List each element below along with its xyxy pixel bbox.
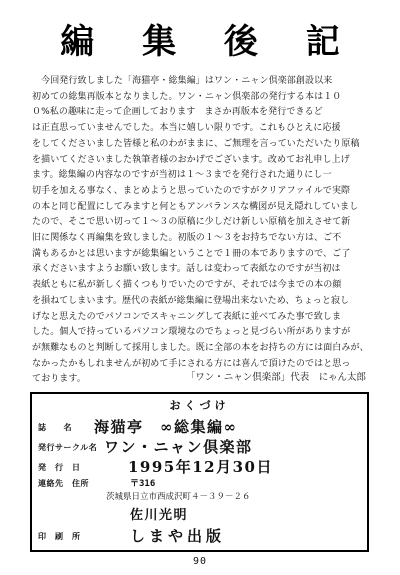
- signature: 「ワン・ニャン倶楽部」代表 にゃん太郎: [185, 372, 366, 383]
- body-line: たので、そこで思い切って１～３の原稿に少しだけ新しい原稿を加えさせて新: [32, 217, 351, 228]
- colophon-value: 1995年12月30日: [128, 458, 273, 476]
- colophon-value: 海猫亭 ∞総集編∞: [94, 418, 238, 436]
- page-title: 編 集 後 記: [60, 22, 358, 62]
- body-line: ０%私の趣味に走って企画しております まさか再版本を発行できるど: [32, 107, 323, 118]
- body-line: げなと思えたのでパソコンでスキャニングして表紙に並べてみた事で致しま: [32, 311, 342, 322]
- body-line: 旧に関係なく再編集を致しました。初版の１～３をお持ちでない方は、ご不: [32, 233, 342, 244]
- body-line: は正直思っていませんでした。本当に嬉しい限りです。これもひとえに応援: [32, 123, 341, 134]
- colophon-value: 佐川光明: [130, 508, 189, 523]
- body-line: を描いてくださいました執筆者様のおかげでございます。改めてお礼申し上げ: [32, 154, 350, 165]
- colophon-label: 発 行 日: [38, 463, 81, 472]
- body-line: 今回発行致しました「海猫亭・総集編」はワン・ニャン倶楽部創設以来: [32, 76, 333, 86]
- body-line: ます。総集編の内容なのですが当初は１～３までを発行された通りにし一: [32, 170, 332, 181]
- body-line: 表紙ともに私が新しく描くつもりでいたのですが、それでは今までの本の顔: [32, 280, 342, 291]
- body-line: が無難なものと判断して採用しました。既に全部の本をお持ちの方には面白みが、: [32, 342, 369, 353]
- colophon-value: ワン・ニャン倶楽部: [104, 438, 253, 456]
- body-line: 承くださいますようお願い致します。話しは変わって表紙なのですが当初は: [32, 264, 341, 275]
- body-line: の本と同じ配置にしてみますと何ともアンバランスな構図が見え隠れしていまし: [32, 201, 359, 212]
- body-line: をしてくださいました皆様と私のわがままに、ご無理を言っていただいたり原稿: [32, 138, 360, 149]
- body-line: を損ねてしまいます。歴代の表紙が総集編に登場出来ないため、ちょっと寂し: [32, 295, 350, 306]
- colophon-label: 誌 名: [38, 423, 72, 432]
- colophon-value: しまや出版: [130, 527, 226, 545]
- colophon-value: 茨城県日立市西成沢町４－３９－２６: [106, 492, 251, 502]
- body-line: 切手を加える事なく、まとめようと思っていたのですがクリアファイルで実際: [32, 185, 351, 196]
- afterword-body: [32, 74, 372, 388]
- body-line: 満もあるかとは思いますが総集編ということで１冊の本でありますので、ご了: [32, 248, 351, 259]
- body-line: した。個人で持っているパソコン環境なのでちょっと見づらい所がありますが: [32, 327, 351, 338]
- colophon-label: 発行サークル名: [38, 443, 98, 452]
- colophon-value: 〒316: [130, 479, 156, 489]
- body-line: 初めての総集再版本となりました。ワン・ニャン倶楽部の発行する本は１０: [32, 91, 342, 102]
- colophon-label: 連絡先 住所: [38, 479, 89, 488]
- colophon-label: 印 刷 所: [38, 532, 81, 541]
- body-line: ております。: [32, 374, 86, 385]
- page-number: 90: [192, 556, 208, 567]
- colophon-title: おくづけ: [169, 399, 230, 412]
- body-line: なかったかもしれませんが初めて手にされる方には喜んで頂けたのではと思っ: [32, 358, 351, 369]
- colophon-box: [30, 392, 369, 552]
